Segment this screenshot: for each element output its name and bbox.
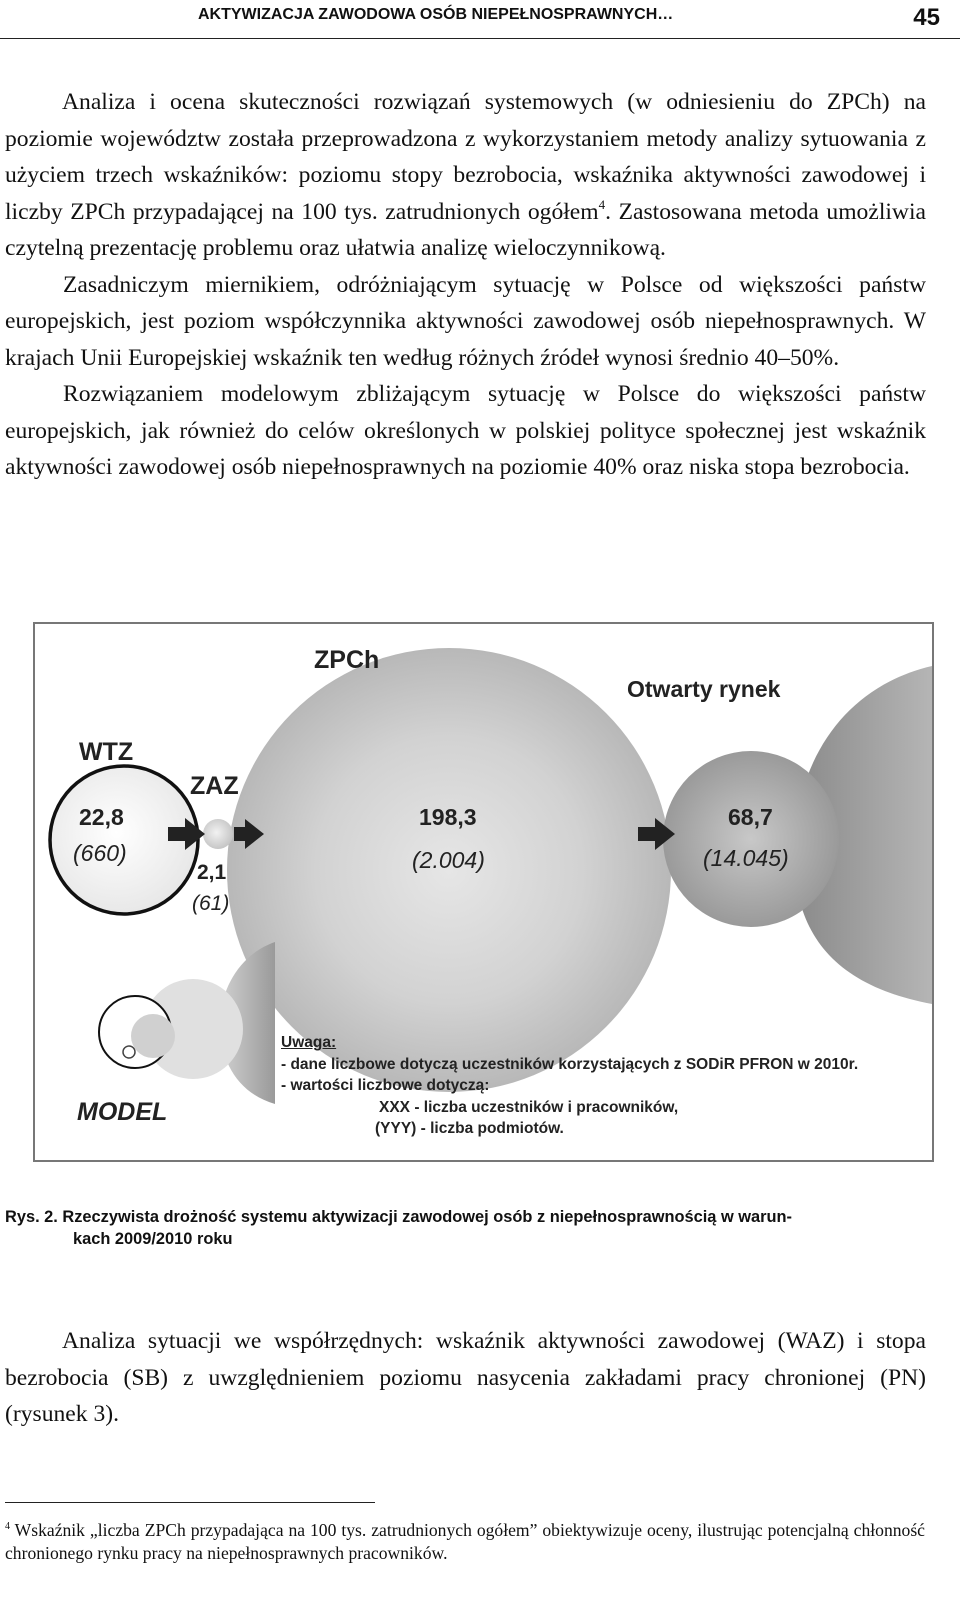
caption-line-2: kach 2009/2010 roku (73, 1230, 233, 1248)
wtz-count: (660) (73, 840, 127, 866)
paragraph-2: Zasadniczym miernikiem, odróżniającym sytuację w Polsce od większości państw europejskich, jest poziom współczynnika aktywności zawodowej osób niepełnosprawnych. W krajach Unii Europejskiej wskaźnik ten według różnych źródeł wynosi średnio 40–50%. (5, 271, 926, 371)
zpch-value: 198,3 (419, 804, 477, 830)
model-icon (99, 942, 275, 1104)
body-text-bottom (5, 1323, 926, 1433)
note-line-4: (YYY) - liczba podmiotów. (375, 1120, 564, 1137)
paragraph-1-continuation: . Zastosowana metoda umożliwia czytelną prezentację problemu oraz ułatwia analizę wieloczynnikową. (5, 198, 926, 261)
open-market-value: 68,7 (728, 804, 773, 830)
paragraph-1 (5, 84, 926, 267)
paragraph-4: Analiza sytuacji we współrzędnych: wskaźnik aktywności zawodowej (WAZ) i stopa bezrobocia (SB) z uwzględnieniem poziomu nasycenia zakładami pracy chronionej (PN) (rysunek 3). (5, 1328, 926, 1427)
running-title: AKTYWIZACJA ZAWODOWA OSÓB NIEPEŁNOSPRAWNYCH… (198, 6, 674, 23)
zaz-count: (61) (192, 892, 230, 915)
body-text-top (5, 84, 926, 486)
caption-line-1: Rys. 2. Rzeczywista drożność systemu aktywizacji zawodowej osób z niepełnosprawnością w warun- (5, 1208, 792, 1226)
open-market-label: Otwarty rynek (627, 676, 781, 702)
header-rule (0, 38, 960, 39)
zpch-count: (2.004) (412, 847, 485, 873)
note-title: Uwaga: (281, 1034, 337, 1051)
figure-diagram (33, 622, 934, 1162)
wtz-value: 22,8 (79, 804, 124, 830)
footnote-text: Wskaźnik „liczba ZPCh przypadająca na 100 tys. zatrudnionych ogółem” obiektywizuje oceny, ilustrując potencjalną chłonność chronionego rynku pracy na niepełnosprawnych pracowników. (5, 1519, 925, 1563)
wtz-label: WTZ (79, 738, 134, 766)
zaz-label: ZAZ (190, 772, 239, 800)
footnote (5, 1515, 925, 1565)
figure-note (281, 1032, 858, 1140)
open-market-count: (14.045) (703, 845, 789, 871)
figure-caption (5, 1206, 921, 1250)
zaz-value: 2,1 (197, 861, 227, 884)
footnote-number: 4 (5, 1521, 10, 1532)
footnote-rule (5, 1502, 375, 1503)
paragraph-3: Rozwiązaniem modelowym zbliżającym sytuację w Polsce do większości państw europejskich, jak również do celów określonych w polskiej polityce społecznej jest wskaźnik aktywności zawodowej osób niepełnosprawnych na poziomie 40% oraz niska stopa bezrobocia. (5, 381, 926, 480)
note-line-1: - dane liczbowe dotyczą uczestników korzystających z SODiR PFRON w 2010r. (281, 1055, 859, 1073)
zpch-label: ZPCh (314, 646, 380, 674)
open-market-circle (663, 751, 839, 927)
note-line-2: - wartości liczbowe dotyczą: (281, 1077, 490, 1094)
footnote-reference[interactable]: 4 (598, 196, 606, 212)
page-number: 45 (913, 4, 940, 31)
model-label: MODEL (77, 1098, 168, 1126)
note-line-3: XXX - liczba uczestników i pracowników, (379, 1098, 679, 1116)
zaz-circle (203, 819, 233, 849)
paragraph-1-text: Analiza i ocena skuteczności rozwiązań systemowych (w odniesieniu do ZPCh) na poziomie województw została przeprowadzona z wykorzystaniem metody analizy sytuowania z użyciem trzech wskaźników: poziomu stopy bezrobocia, wskaźnika aktywności zawodowej i liczby ZPCh przypadającej na 100 tys. zatrudnionych ogółem (5, 89, 926, 225)
